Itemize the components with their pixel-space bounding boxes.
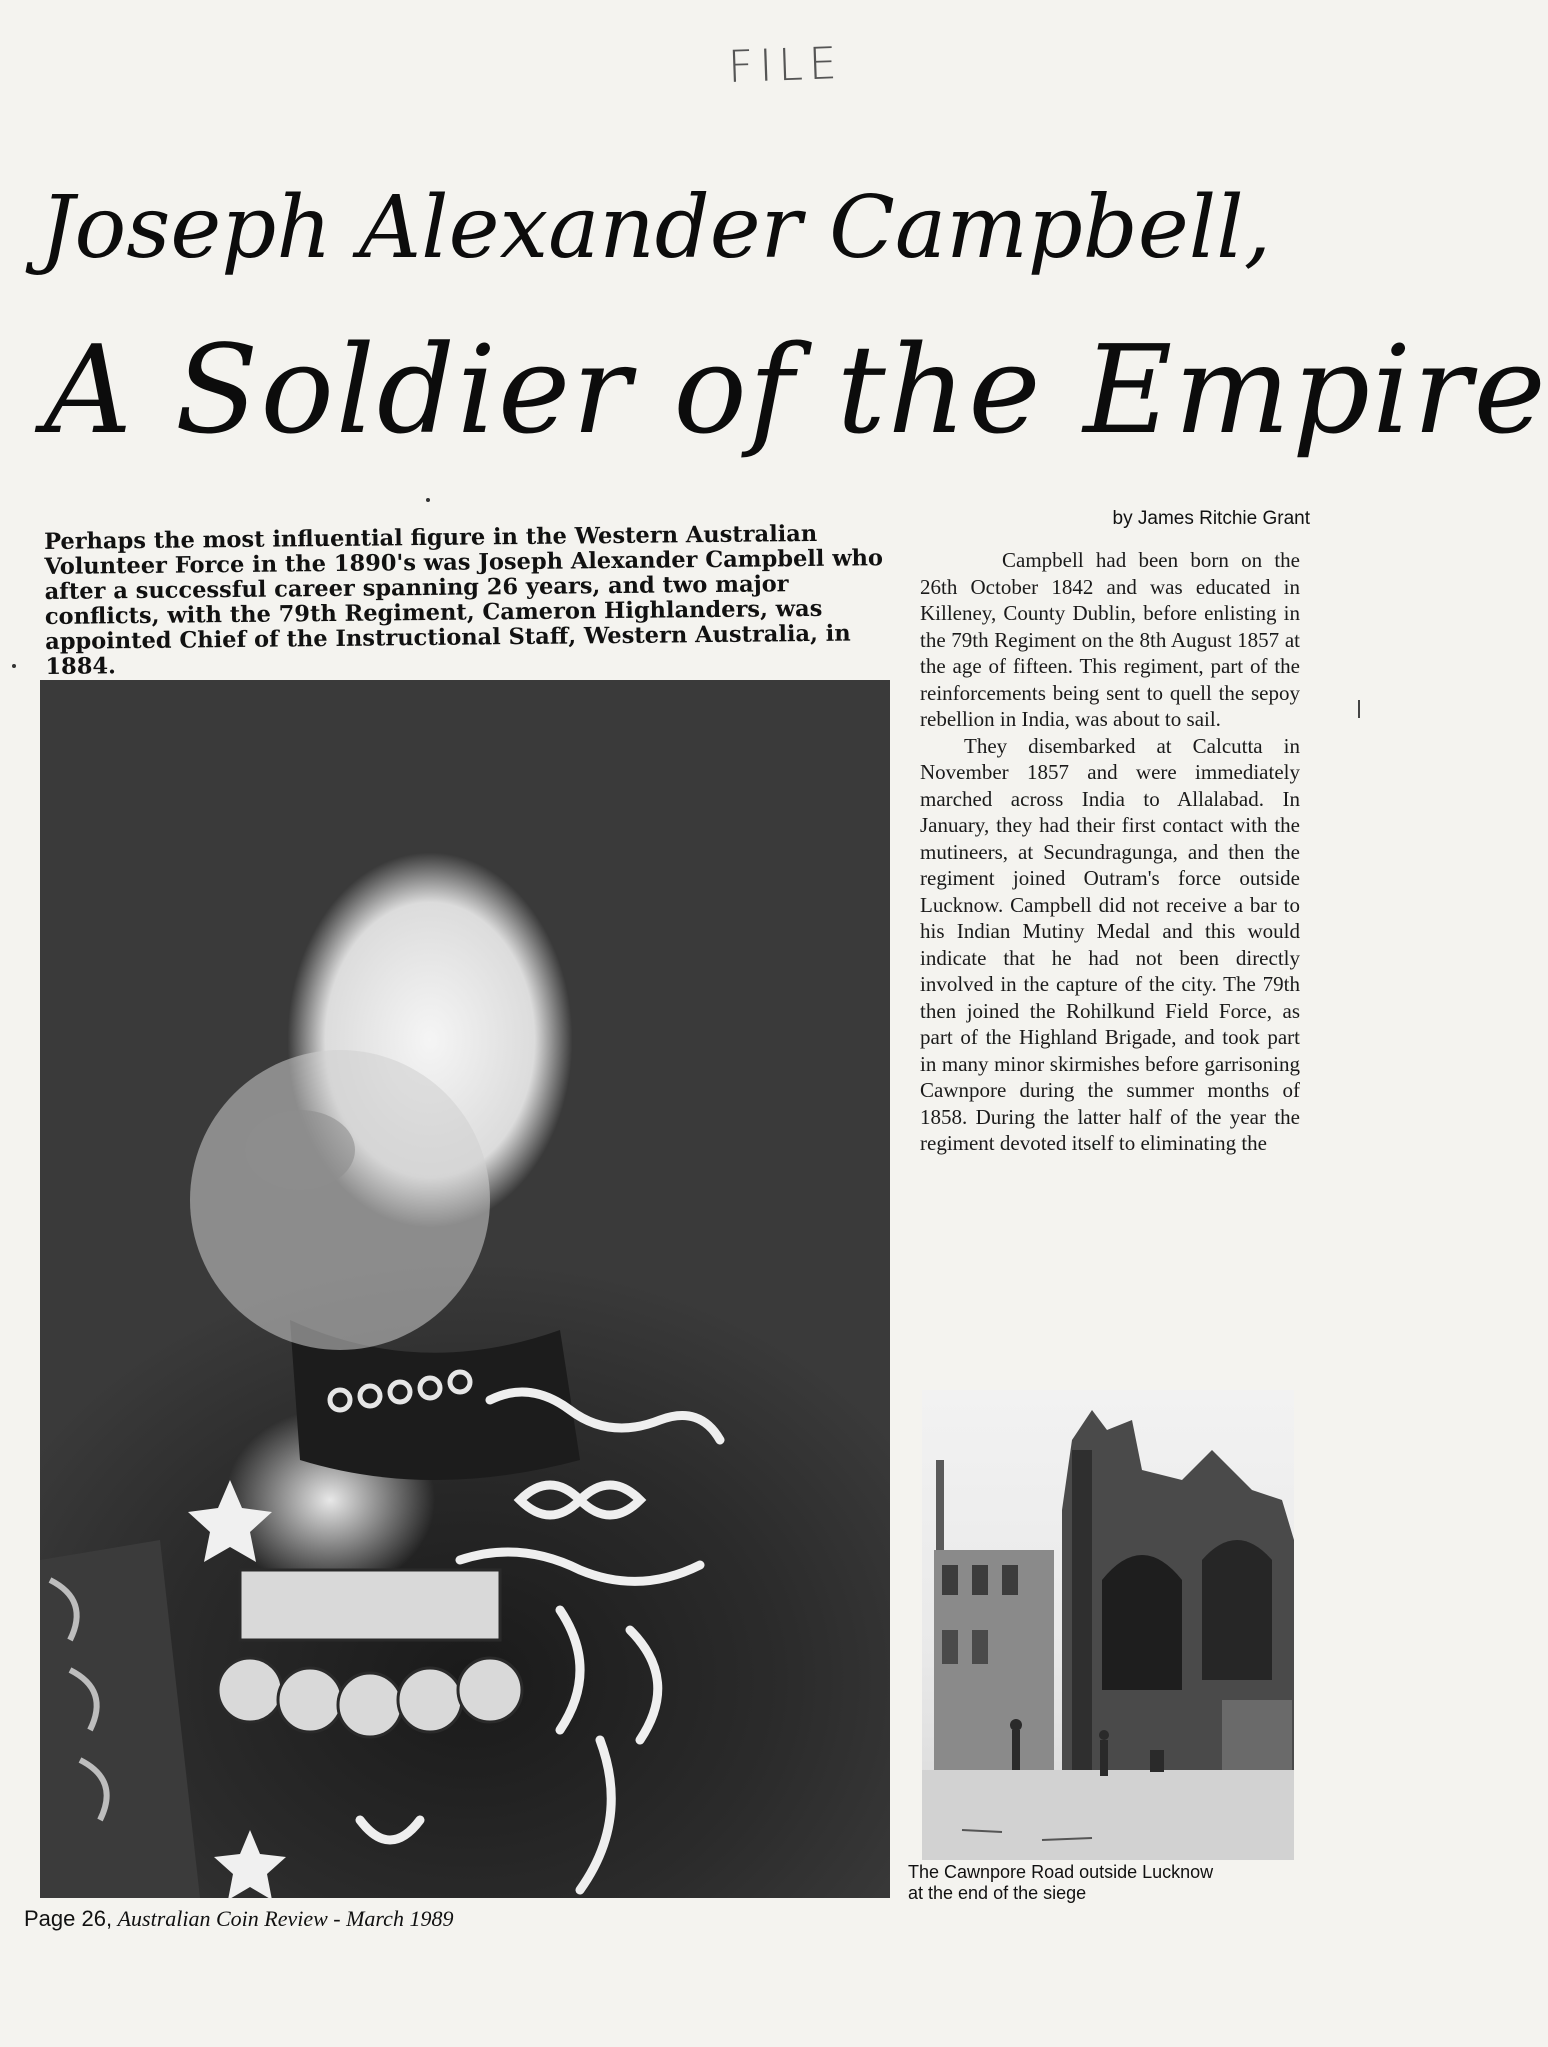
ruins-illustration xyxy=(922,1390,1294,1860)
body-paragraph-1: Campbell had been born on the 26th October 1842 and was educated in Killeney, County Dublin, before enlisting in the 79th Regiment on the 8th August 1857 at the age of fifteen. This regiment, part of the reinforcements being sent to quell the sepoy rebellion in India, was about to sail. xyxy=(920,548,1300,731)
photo-caption xyxy=(908,1862,1308,1904)
lede-paragraph: Perhaps the most influential figure in the Western Australian Volunteer Force in the 1890's was Joseph Alexander Campbell who after a successful career spanning 26 years, and two major conflicts, with the 79th Regiment, Cameron Highlanders, was appointed Chief of the Instructional Staff, Western Australia, in 1884. xyxy=(43,520,884,680)
page-footer xyxy=(24,1906,724,1932)
portrait-illustration xyxy=(40,680,890,1898)
article-title-line-2: A Soldier of the Empire xyxy=(44,319,1548,461)
handwritten-file-note: FILE xyxy=(727,38,844,93)
scan-margin-mark xyxy=(1358,700,1360,718)
article-title-line-1: Joseph Alexander Campbell, xyxy=(40,178,1272,278)
byline: by James Ritchie Grant xyxy=(1112,508,1310,529)
caption-line-1: The Cawnpore Road outside Lucknow xyxy=(908,1862,1214,1882)
body-paragraph-2: They disembarked at Calcutta in November 1857 and were immediately marched across India to Allalabad. In January, they had their first contact with the mutineers, at Secundragunga, and then the regiment joined Outram's force outside Lucknow. Campbell did not receive a bar to his Indian Mutiny Medal and this would indicate that he had not been directly involved in the capture of the city. The 79th then joined the Rohilkund Field Force, as part of the Highland Brigade, and took part in many minor skirmishes before garrisoning Cawnpore during the summer months of 1858. During the latter half of the year the regiment devoted itself to eliminating the xyxy=(920,733,1300,1155)
page-number: Page 26, xyxy=(24,1906,113,1931)
publication-info: Australian Coin Review - March 1989 xyxy=(117,1906,454,1931)
scan-speck xyxy=(12,664,16,668)
article-body-column xyxy=(920,547,1300,1157)
caption-line-2: at the end of the siege xyxy=(908,1883,1087,1903)
cawnpore-road-photo xyxy=(922,1390,1294,1860)
scan-speck xyxy=(426,498,430,502)
portrait-photo xyxy=(40,680,890,1898)
